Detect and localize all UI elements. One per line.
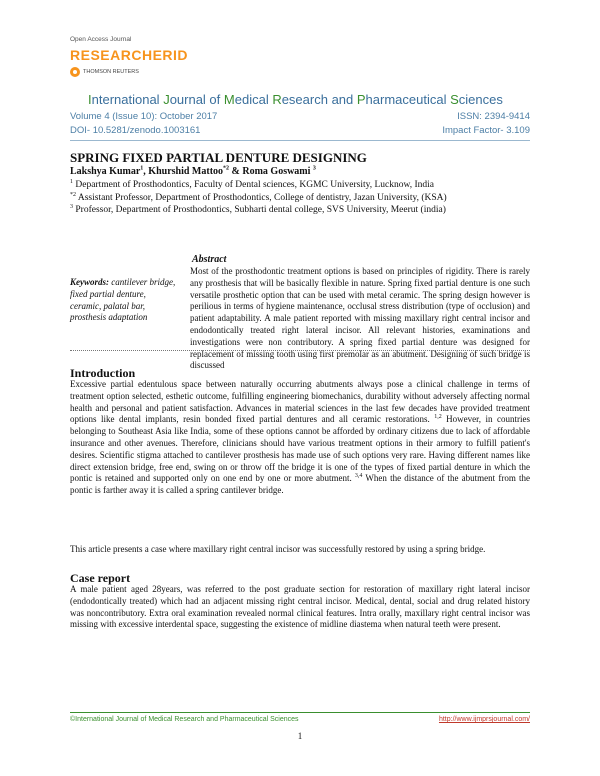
- journal-title-initial: J: [163, 92, 170, 107]
- footer-journal-link[interactable]: http://www.ijmprsjournal.com/: [438, 716, 530, 723]
- abstract-text: Most of the prosthodontic treatment options is based on principles of rigidity. There is rarely any prosthesis that will be basically flexible in nature. Spring fixed partial denture is one such versatile prosthetic option that can be used with metal ceramic. The spring design however is perilious in terms of hygiene maintenance, occlusal stress distribution (type of occlusion) and patient adaptability. A male patient reported with missing maxillary right central incisor and endodontically treated right lateral incisor. All relevant histories, examinations and investigations were non contributory. A spring fixed partial denture was designed for replacement of missing tooth using first premolar as an abutment. Designing of such bridge is discussed: [190, 266, 530, 371]
- volume-info: Volume 4 (Issue 10): October 2017: [70, 111, 218, 122]
- author-affiliation-mark: 3: [312, 165, 316, 172]
- affiliation-text: Department of Prosthodontics, Faculty of Dental sciences, KGMC University, Lucknow, India: [73, 180, 435, 190]
- case-report-heading: Case report: [70, 571, 131, 585]
- journal-title-initial: R: [272, 92, 282, 107]
- keywords-label: Keywords:: [70, 277, 112, 287]
- affiliation-text: Professor, Department of Prosthodontics, Subharti dental college, SVS University, Meerut (india): [73, 205, 446, 215]
- keywords: [70, 277, 178, 324]
- footer-divider: [70, 712, 530, 713]
- affiliations: [70, 179, 447, 217]
- journal-title: [88, 92, 503, 107]
- affiliation-line: [70, 192, 447, 205]
- researcherid-logo: RESEARCHERID: [70, 47, 189, 63]
- journal-title-word: ciences: [458, 92, 503, 107]
- doi-info: DOI- 10.5281/zenodo.1003161: [70, 125, 201, 136]
- thomson-reuters-text: THOMSON REUTERS: [83, 69, 139, 75]
- abstract-divider: [70, 350, 530, 351]
- author-affiliation-mark: *2: [223, 165, 230, 172]
- affiliation-line: [70, 179, 447, 192]
- header-divider: [70, 140, 530, 141]
- abstract-heading: Abstract: [192, 254, 227, 265]
- issn-info: ISSN: 2394-9414: [457, 111, 530, 122]
- affiliation-mark: 3: [70, 203, 73, 210]
- affiliation-mark: 1: [70, 178, 73, 185]
- affiliation-mark: *2: [70, 191, 76, 198]
- footer-copyright: ©International Journal of Medical Research and Pharmaceutical Sciences: [70, 716, 299, 723]
- introduction-paragraph: Excessive partial edentulous space between naturally occurring abutments always pose a clinical challenge in terms of treatment option selected, esthetic outcome, fulfilling engineering biomechanics, durability without adversely affecting normal health and personal and patient satisfaction. Advances in material sciences in the last few decades have provided treatment options like dental implants, resin bonded fixed partial dentures and all ceramic restorations. $^{1,2}$ However, in countries belonging to Southeast Asia like India, some of these options cannot be afforded by ordinary citizens due to lack of affordable insurance and other avenues. Therefore, clinicians should have various treatment options in their armory to fulfill patient's desires. Scientific stigma attached to cantilever prosthesis has made use of such options very rare. Having different names like direct extension bridge, free end, swing on or throw off the bridge it is one of the types of fixed partial denture in which the pontic is retained and supported only on one end by one or more abutment. $^{3,4}$ When the distance of the abutment from the pontic is farther away it is called a spring cantilever bridge.: [70, 379, 530, 496]
- affiliation-text: Assistant Professor, Department of Prosthodontics, College of dentistry, Jazan University, (KSA): [76, 192, 447, 203]
- journal-title-word: harmaceutical: [365, 92, 451, 107]
- author-affiliation-mark: 1: [140, 165, 144, 172]
- author-line: [70, 166, 316, 177]
- journal-title-initial: P: [356, 92, 366, 107]
- journal-title-initial: M: [223, 92, 235, 107]
- journal-title-initial: S: [450, 92, 459, 107]
- open-access-label: Open Access Journal: [70, 36, 132, 43]
- page-number: 1: [297, 731, 303, 741]
- case-report-paragraph: A male patient aged 28years, was referred to the post graduate section for restoration of maxillary right lateral incisor (endodontically treated) which had an adjacent missing right central incisor. Medical, dental, social and drug related history was noncontributory. Extra oral examination revealed normal clinical features. Intra orally, maxillary right central incisor was missing with excessive interdental space, suggesting the existence of midline diastema when natural teeth were present.: [70, 584, 530, 630]
- keywords-list: cantilever bridge, fixed partial denture, ceramic, palatal bar, prosthesis adaptation: [70, 277, 176, 323]
- introduction-heading: Introduction: [70, 366, 136, 380]
- journal-title-word: ournal of: [169, 92, 224, 107]
- journal-title-word: nternational: [91, 92, 164, 107]
- author-name: , Khurshid Mattoo: [143, 166, 224, 177]
- article-title: SPRING FIXED PARTIAL DENTURE DESIGNING: [70, 150, 367, 165]
- journal-title-word: edical: [234, 92, 273, 107]
- impact-factor-info: Impact Factor- 3.109: [442, 125, 530, 136]
- author-name: Lakshya Kumar: [70, 166, 141, 177]
- thomson-reuters-logo: [70, 64, 139, 80]
- author-name: & Roma Goswami: [229, 166, 313, 177]
- affiliation-line: [70, 204, 447, 217]
- thomson-reuters-icon: [70, 67, 80, 77]
- journal-title-word: esearch and: [281, 92, 357, 107]
- journal-title-initial: I: [88, 92, 92, 107]
- introduction-paragraph-2: This article presents a case where maxillary right central incisor was successfully restored by using a spring bridge.: [70, 544, 486, 554]
